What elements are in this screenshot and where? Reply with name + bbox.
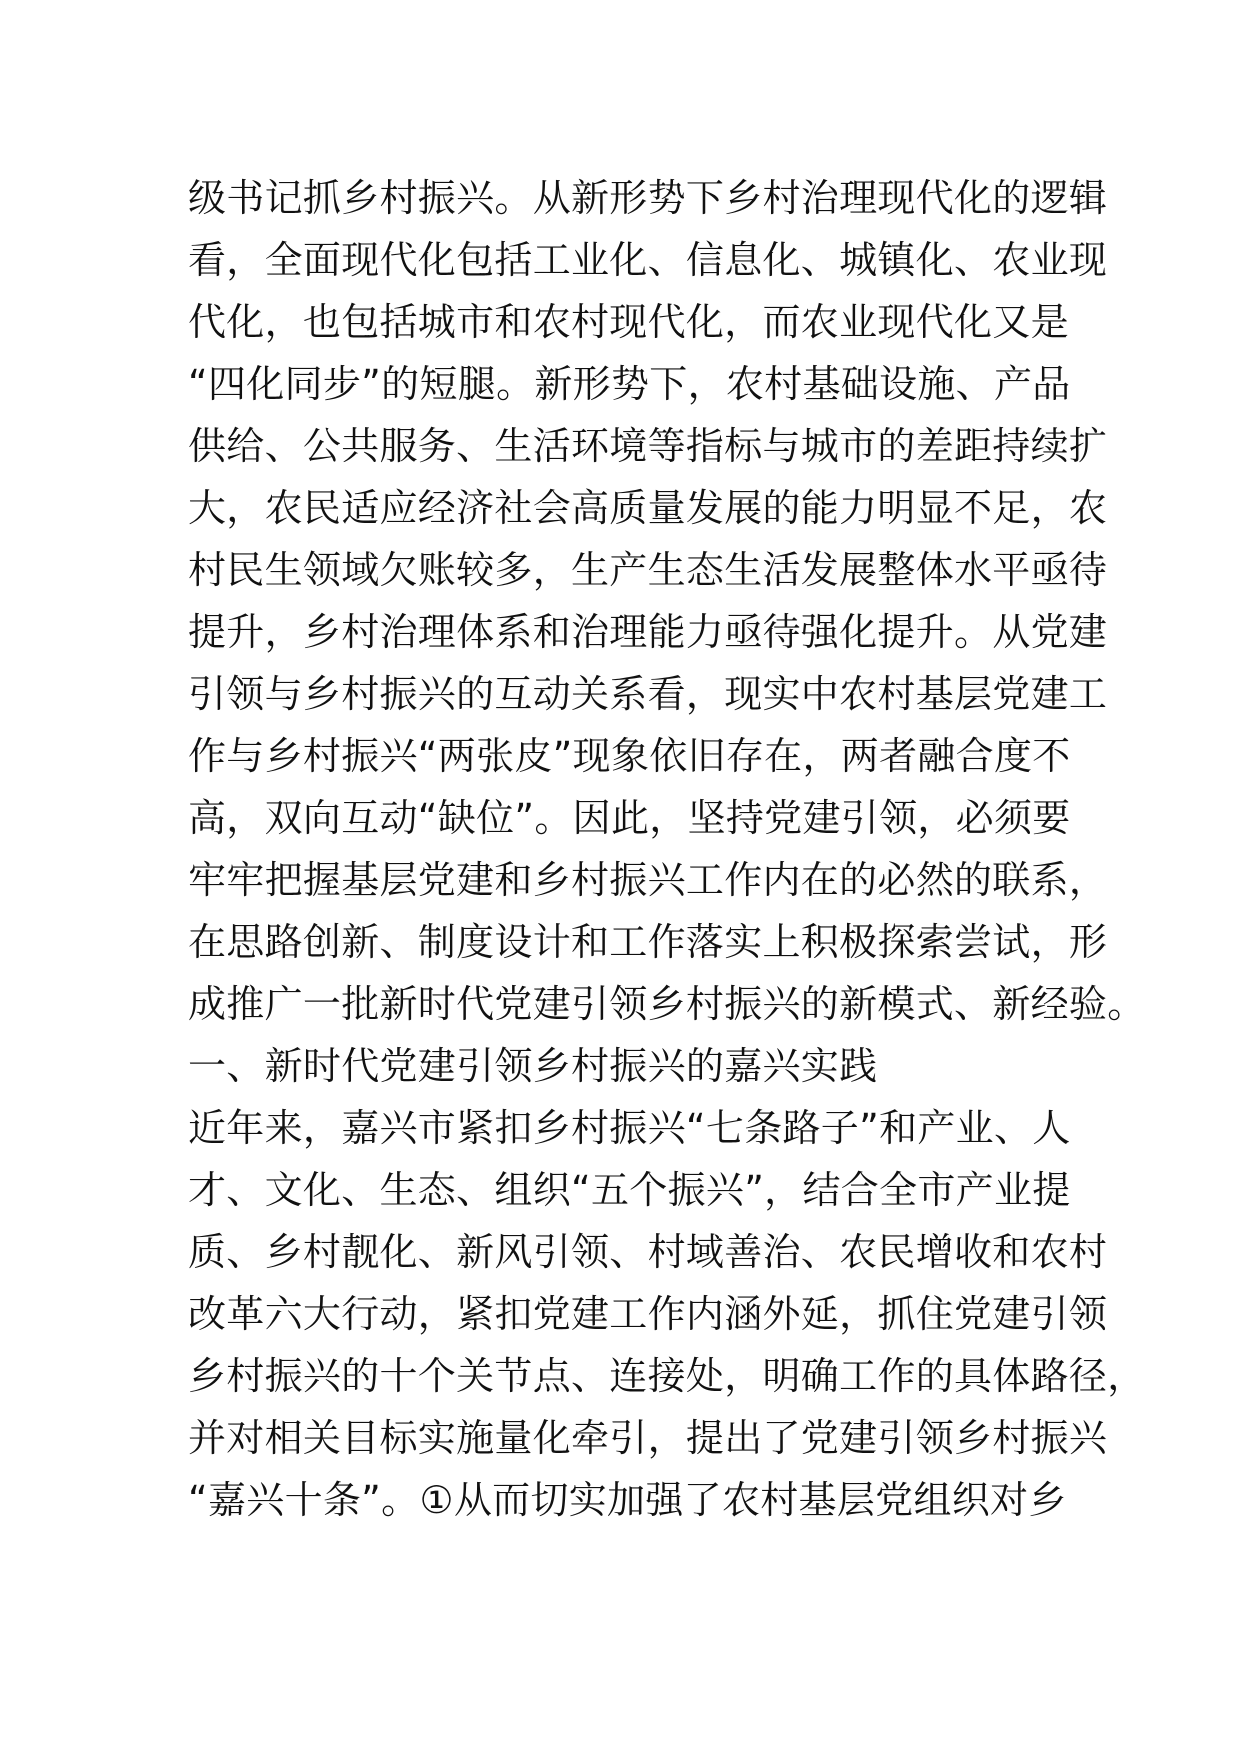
- text-line: 看，全面现代化包括工业化、信息化、城镇化、农业现: [188, 238, 1108, 282]
- text-line: 乡村振兴的十个关节点、连接处，明确工作的具体路径，: [188, 1354, 1146, 1398]
- text-line: 才、文化、生态、组织“五个振兴”，结合全市产业提: [188, 1168, 1071, 1212]
- text-line: 作与乡村振兴“两张皮”现象依旧存在，两者融合度不: [188, 734, 1071, 778]
- text-line: 质、乡村靓化、新风引领、村域善治、农民增收和农村: [188, 1230, 1108, 1274]
- text-line: 高，双向互动“缺位”。因此，坚持党建引领，必须要: [188, 796, 1071, 840]
- text-line: 级书记抓乡村振兴。从新形势下乡村治理现代化的逻辑: [188, 176, 1108, 220]
- body-text: [188, 167, 1146, 1531]
- text-line: 村民生领域欠账较多，生产生态生活发展整体水平亟待: [188, 548, 1108, 592]
- text-line: 并对相关目标实施量化牵引，提出了党建引领乡村振兴: [188, 1416, 1108, 1460]
- text-line: 近年来，嘉兴市紧扣乡村振兴“七条路子”和产业、人: [188, 1106, 1071, 1150]
- text-line: 在思路创新、制度设计和工作落实上积极探索尝试，形: [188, 920, 1108, 964]
- text-line: 供给、公共服务、生活环境等指标与城市的差距持续扩: [188, 424, 1108, 468]
- text-line: 改革六大行动，紧扣党建工作内涵外延，抓住党建引领: [188, 1292, 1108, 1336]
- text-line: 成推广一批新时代党建引领乡村振兴的新模式、新经验。: [188, 982, 1146, 1026]
- text-line: 大，农民适应经济社会高质量发展的能力明显不足，农: [188, 486, 1108, 530]
- text-line: 引领与乡村振兴的互动关系看，现实中农村基层党建工: [188, 672, 1108, 716]
- text-line: 牢牢把握基层党建和乡村振兴工作内在的必然的联系，: [188, 858, 1108, 902]
- text-line: “嘉兴十条”。①从而切实加强了农村基层党组织对乡: [188, 1478, 1067, 1522]
- section-heading: 一、新时代党建引领乡村振兴的嘉兴实践: [188, 1044, 878, 1088]
- text-line: 提升，乡村治理体系和治理能力亟待强化提升。从党建: [188, 610, 1108, 654]
- text-line: 代化，也包括城市和农村现代化，而农业现代化又是: [188, 300, 1069, 344]
- text-line: “四化同步”的短腿。新形势下，农村基础设施、产品: [188, 362, 1071, 406]
